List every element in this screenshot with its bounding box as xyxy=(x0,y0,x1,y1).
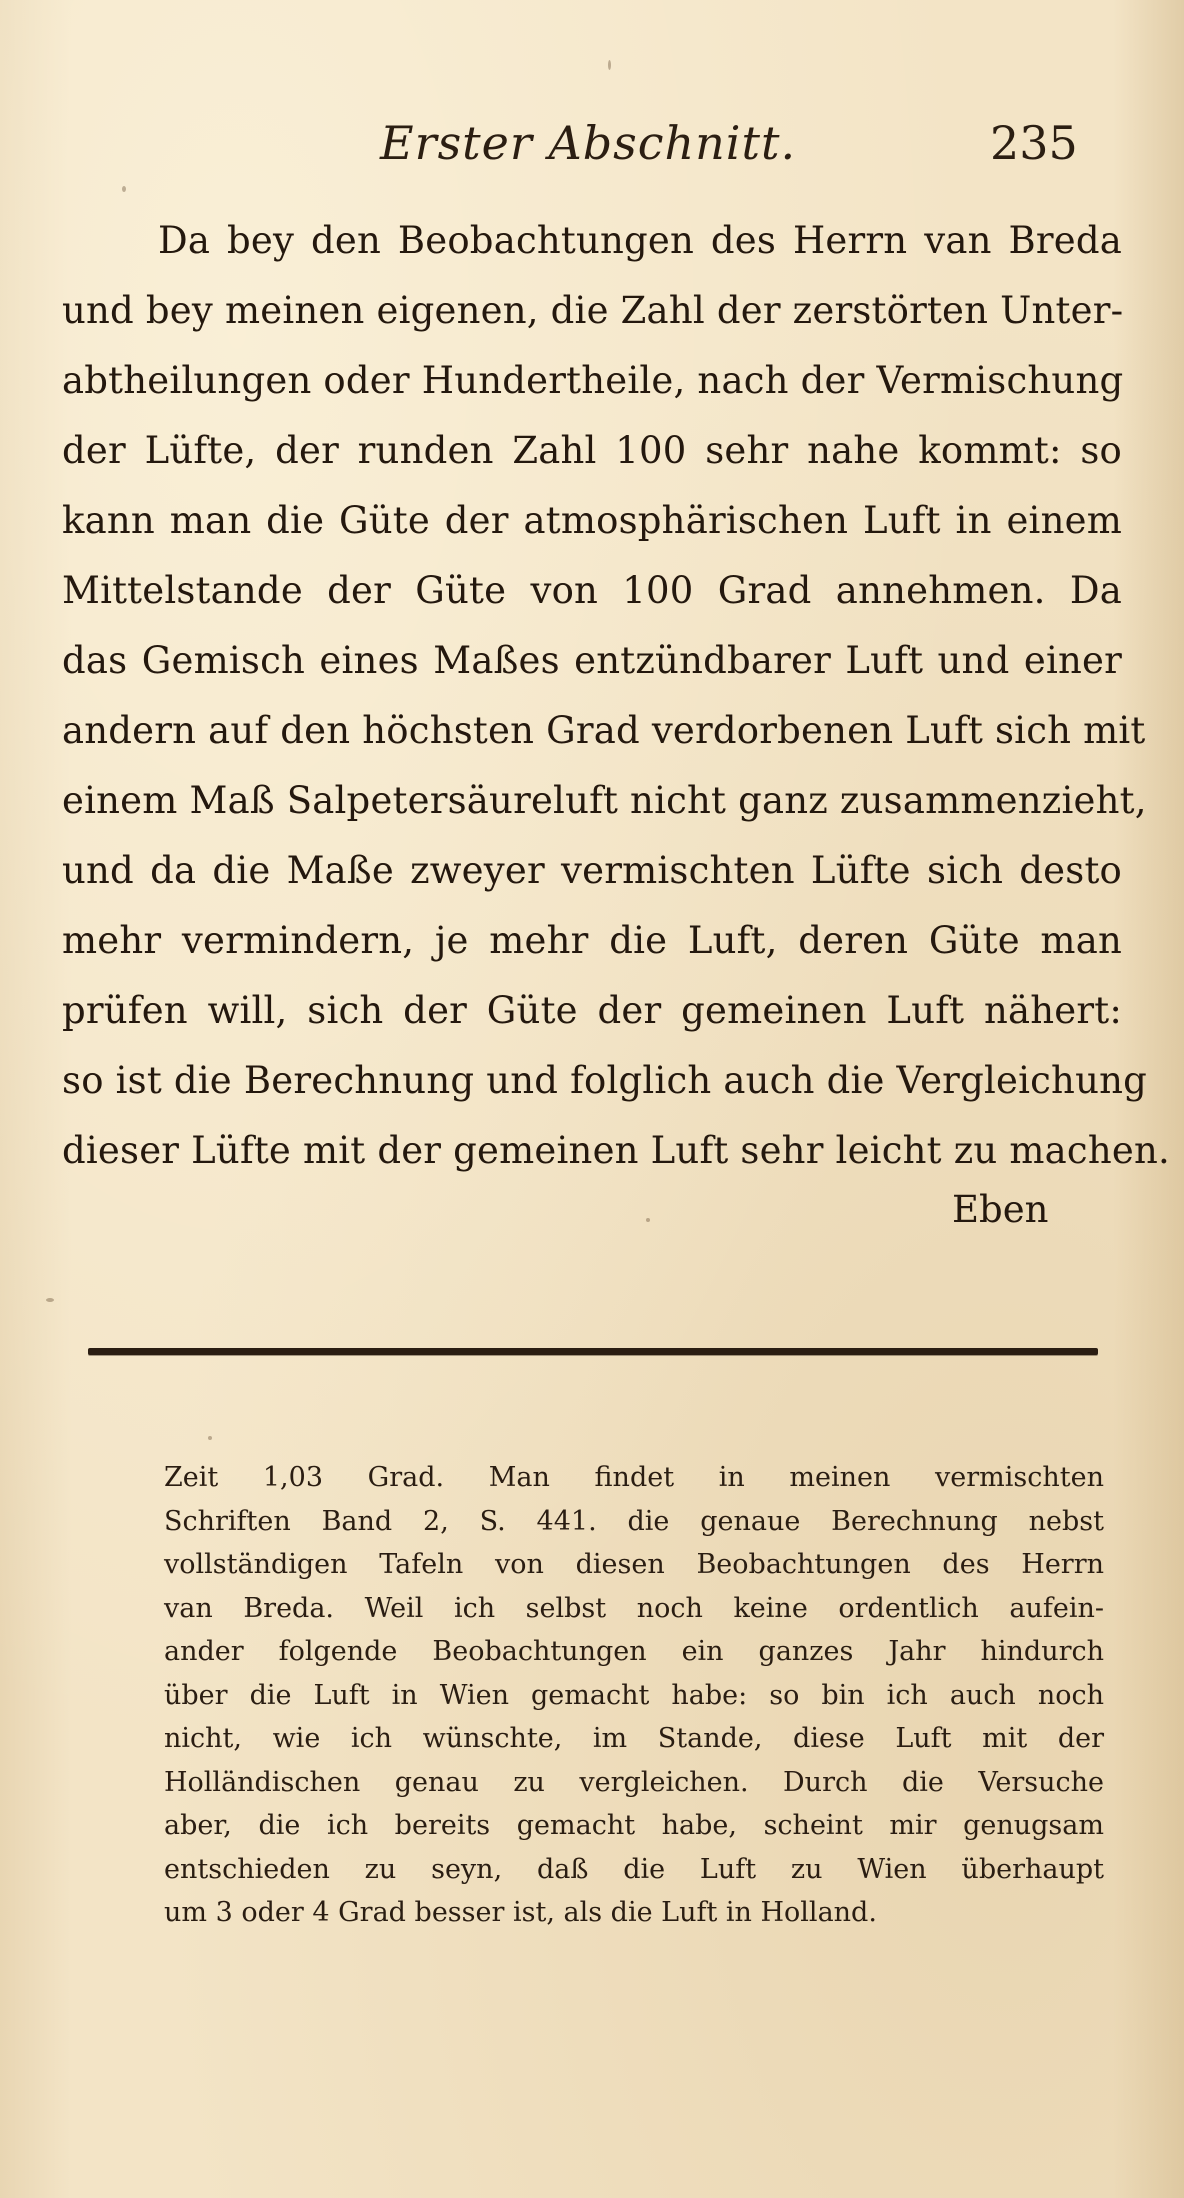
paper-speck xyxy=(208,1436,212,1440)
text-line: Da bey den Beobachtungen des Herrn van Breda xyxy=(158,219,1122,262)
footnote-divider xyxy=(88,1348,1098,1355)
footnote-line: Zeit 1,03 Grad. Man findet in meinen vermischten xyxy=(164,1462,1104,1493)
footnote-line: über die Luft in Wien gemacht habe: so bin ich auch noch xyxy=(164,1679,1104,1711)
text-line: kann man die Güte der atmosphärischen Luft in einem xyxy=(62,499,1122,542)
footnote-line: entschieden zu seyn, daß die Luft zu Wien überhaupt xyxy=(164,1853,1104,1885)
text-line: Mittelstande der Güte von 100 Grad annehmen. Da xyxy=(62,569,1122,612)
footnote-line: aber, die ich bereits gemacht habe, scheint mir genugsam xyxy=(164,1810,1104,1841)
footnote-line: ander folgende Beobachtungen ein ganzes Jahr hindurch xyxy=(164,1636,1104,1667)
footnote-line: Holländischen genau zu vergleichen. Durch die Versuche xyxy=(164,1766,1104,1798)
text-line: prüfen will, sich der Güte der gemeinen Luft nähert: xyxy=(62,989,1122,1032)
running-head: Erster Abschnitt. xyxy=(380,116,797,170)
paper-speck xyxy=(646,1218,650,1222)
text-line: dieser Lüfte mit der gemeinen Luft sehr leicht zu machen. xyxy=(62,1129,1170,1172)
footnote-line: van Breda. Weil ich selbst noch keine ordentlich aufein- xyxy=(164,1592,1104,1624)
footnote-line: vollständigen Tafeln von diesen Beobachtungen des Herrn xyxy=(164,1549,1104,1580)
footnote-line: nicht, wie ich wünschte, im Stande, diese Luft mit der xyxy=(164,1723,1104,1754)
text-line: andern auf den höchsten Grad verdorbenen Luft sich mit xyxy=(62,709,1146,752)
text-line: der Lüfte, der runden Zahl 100 sehr nahe kommt: so xyxy=(62,429,1122,472)
page-number: 235 xyxy=(990,116,1078,170)
text-line: mehr vermindern, je mehr die Luft, deren Güte man xyxy=(62,919,1122,962)
text-line: so ist die Berechnung und folglich auch die Vergleichung xyxy=(62,1059,1148,1102)
catchword: Eben xyxy=(952,1188,1049,1231)
footnote-line: um 3 oder 4 Grad besser ist, als die Luft in Holland. xyxy=(164,1897,877,1928)
paper-speck xyxy=(46,1298,54,1302)
text-line: das Gemisch eines Maßes entzündbarer Luft und einer xyxy=(62,639,1122,682)
footnote-line: Schriften Band 2, S. 441. die genaue Berechnung nebst xyxy=(164,1505,1104,1537)
text-line: einem Maß Salpetersäureluft nicht ganz zusammenzieht, xyxy=(62,779,1147,822)
text-line: abtheilungen oder Hundertheile, nach der Vermischung xyxy=(62,359,1124,402)
paper-speck xyxy=(608,60,611,70)
footnote xyxy=(164,1456,1104,1935)
paper-speck xyxy=(122,186,126,192)
text-line: und bey meinen eigenen, die Zahl der zerstörten Unter- xyxy=(62,289,1124,332)
page-header xyxy=(0,108,1184,188)
text-line: und da die Maße zweyer vermischten Lüfte sich desto xyxy=(62,849,1122,892)
main-text xyxy=(62,206,1170,1186)
